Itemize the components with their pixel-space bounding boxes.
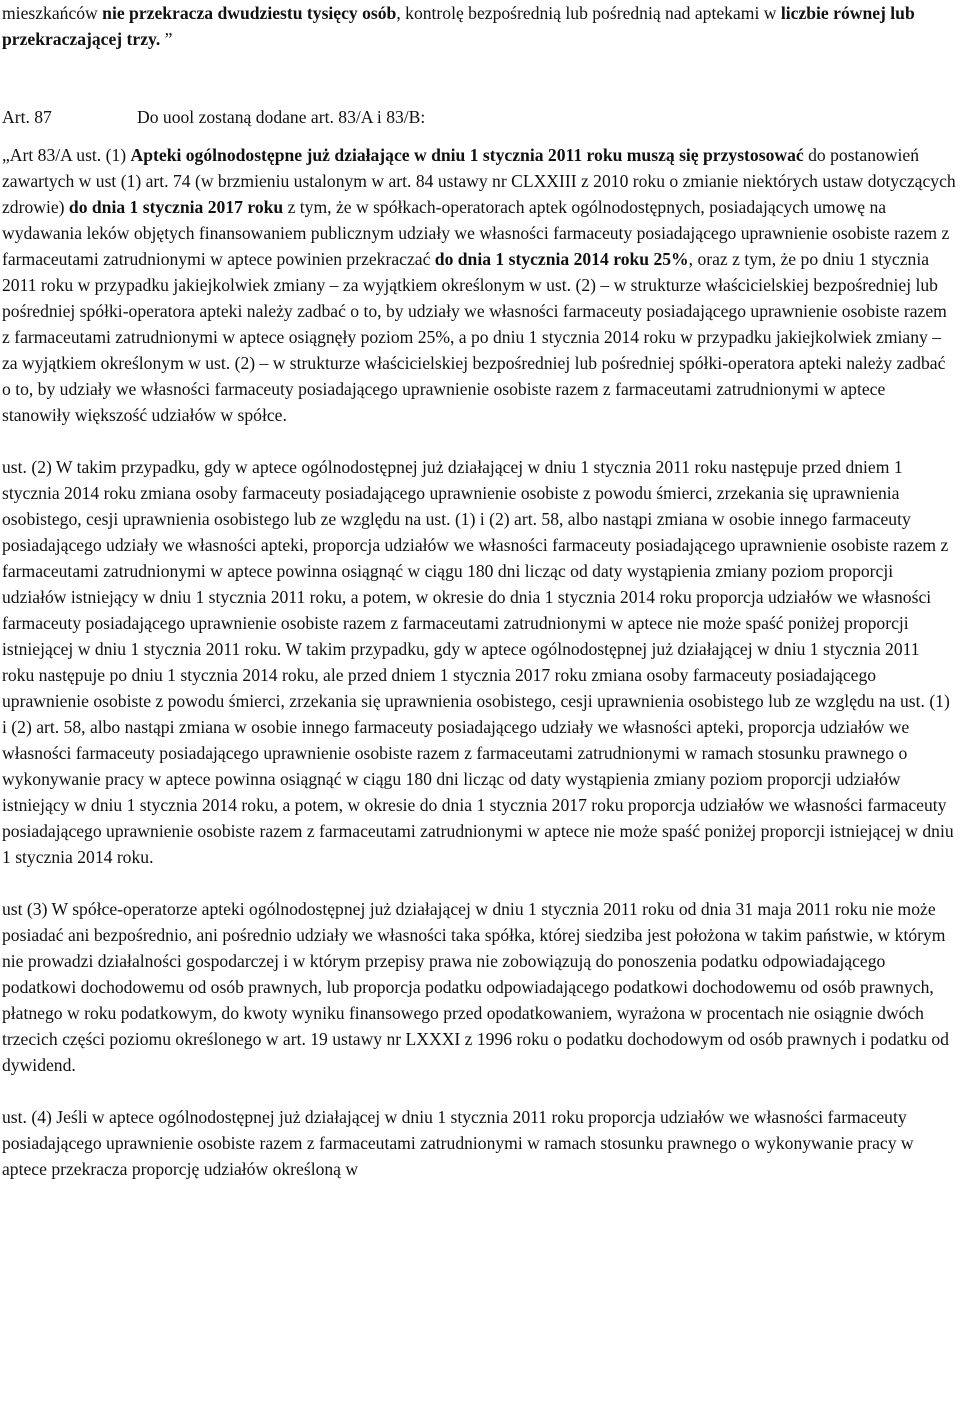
- intro-bold-1: nie przekracza dwudziestu tysięcy osób: [102, 3, 397, 23]
- paragraph-ust-2: ust. (2) W takim przypadku, gdy w aptece ogólnodostępnej już działającej w dniu 1 stycznia 2011 roku następuje przed dniem 1 stycznia 2014 roku zmiana osoby farmaceuty posiadającego uprawnienie osobiste z powodu śmierci, zrzekania się uprawnienia osobistego, cesji uprawnienia osobistego lub ze względu na ust. (1) i (2) art. 58, albo nastąpi zmiana w osobie innego farmaceuty posiadającego udziały we własności apteki, proporcja udziałów we własności farmaceuty posiadającego uprawnienie osobiste razem z farmaceutami zatrudnionymi w aptece powinna osiągnąć w ciągu 180 dni licząc od daty wystąpienia zmiany poziom proporcji udziałów istniejący w dniu 1 stycznia 2011 roku, a potem, w okresie do dnia 1 stycznia 2014 roku proporcja udziałów we własności farmaceuty posiadającego uprawnienie osobiste razem z farmaceutami zatrudnionymi w aptece nie może spaść poniżej proporcji istniejącej w dniu 1 stycznia 2011 roku. W takim przypadku, gdy w aptece ogólnodostępnej już działającej w dniu 1 stycznia 2011 roku następuje po dniu 1 stycznia 2014 roku, ale przed dniem 1 stycznia 2017 roku zmiana osoby farmaceuty posiadającego uprawnienie osobiste z powodu śmierci, zrzekania się uprawnienia osobistego, cesji uprawnienia osobistego lub ze względu na ust. (1) i (2) art. 58, albo nastąpi zmiana w osobie innego farmaceuty posiadającego udziały we własności apteki, proporcja udziałów we własności farmaceuty posiadającego uprawnienie osobiste razem z farmaceutami zatrudnionymi w ramach stosunku prawnego o wykonywanie pracy w aptece powinna osiągnąć w ciągu 180 dni licząc od daty wystąpienia zmiany poziom proporcji udziałów istniejący w dniu 1 stycznia 2014 roku, a potem, w okresie do dnia 1 stycznia 2017 roku proporcja udziałów we własności farmaceuty posiadającego uprawnienie osobiste razem z farmaceutami zatrudnionymi w aptece nie może spaść poniżej proporcji istniejącej w dniu 1 stycznia 2014 roku.: [2, 457, 954, 867]
- intro-text-2: , kontrolę bezpośrednią lub pośrednią nad aptekami w: [396, 3, 781, 23]
- intro-paragraph: [2, 0, 956, 52]
- spacer: [2, 52, 956, 78]
- spacer: [2, 78, 956, 104]
- intro-bold-2: liczbie równej lub przekraczającej trzy.: [2, 3, 915, 49]
- p1-bold-2: do dnia 1 stycznia 2017 roku: [68, 197, 284, 217]
- article-87-heading: [2, 104, 956, 130]
- intro-closing-quote: ”: [160, 29, 173, 49]
- article-87-label: Art. 87: [2, 107, 52, 127]
- p1-text-2: do postanowień zawartych w ust (1) art. 74 (w brzmieniu ustalonym w art. 84 ustawy nr CLXXIII z 2010 roku o zmianie niektórych ustaw dotyczących zdrowie): [2, 145, 956, 217]
- article-87-text: Do uool zostaną dodane art. 83/A i 83/B:: [137, 107, 426, 127]
- paragraph-ust-4: ust. (4) Jeśli w aptece ogólnodostępnej już działającej w dniu 1 stycznia 2011 roku proporcja udziałów we własności farmaceuty posiadającego uprawnienie osobiste razem z farmaceutami zatrudnionymi w ramach stosunku prawnego o wykonywanie pracy w aptece przekracza proporcję udziałów określoną w: [2, 1107, 914, 1179]
- paragraph-art-83a-ust-1: [2, 142, 956, 428]
- spacer: [2, 428, 956, 454]
- spacer: [2, 130, 956, 142]
- spacer: [2, 870, 956, 896]
- p1-bold-1: Apteki ogólnodostępne już działające w dniu 1 stycznia 2011 roku muszą się przystosować: [130, 145, 804, 165]
- spacer: [2, 1078, 956, 1104]
- intro-text-1: mieszkańców: [2, 3, 103, 23]
- p1-text-4: , oraz z tym, że po dniu 1 stycznia 2011 roku w przypadku jakiejkolwiek zmiany – za wyjątkiem określonym w ust. (2) – w strukturze właścicielskiej bezpośredniej lub pośredniej spółki-operatora apteki należy zadbać o to, by udziały we własności farmaceuty posiadającego uprawnienie osobiste razem z farmaceutami zatrudnionymi w aptece osiągnęły poziom 25%, a po dniu 1 stycznia 2014 roku w przypadku jakiejkolwiek zmiany – za wyjątkiem określonym w ust. (2) – w strukturze właścicielskiej bezpośredniej lub pośredniej spółki-operatora apteki należy zadbać o to, by udziały we własności farmaceuty posiadającego uprawnienie osobiste razem z farmaceutami zatrudnionymi w aptece stanowiły większość udziałów w spółce.: [2, 249, 947, 425]
- paragraph-ust-3: ust (3) W spółce-operatorze apteki ogólnodostępnej już działającej w dniu 1 stycznia 2011 roku od dnia 31 maja 2011 roku nie może posiadać ani bezpośrednio, ani pośrednio udziały we własności taka spółka, której siedziba jest położona w takim państwie, w którym nie prowadzi działalności gospodarczej i w którym przepisy prawa nie zobowiązują do ponoszenia podatku odpowiadającego podatkowi dochodowemu od osób prawnych, lub proporcja podatku odpowiadającego podatkowi dochodowemu od osób prawnych, płatnego w roku podatkowym, do kwoty wyniku finansowego przed opodatkowaniem, wyrażona w procentach nie osiągnie dwóch trzecich części poziomu określonego w art. 19 ustawy nr LXXXI z 1996 roku o podatku dochodowym od osób prawnych i podatku od dywidend.: [2, 899, 949, 1075]
- p1-text-1: „Art 83/A ust. (1): [2, 145, 131, 165]
- p1-bold-3: do dnia 1 stycznia 2014 roku 25%: [434, 249, 689, 269]
- p1-text-3: z tym, że w spółkach-operatorach aptek ogólnodostępnych, posiadających umowę na wydawania leków objętych finansowaniem publicznym udziały we własności farmaceuty posiadającego uprawnienie osobiste razem z farmaceutami zatrudnionymi w aptece powinien przekraczać: [2, 197, 950, 269]
